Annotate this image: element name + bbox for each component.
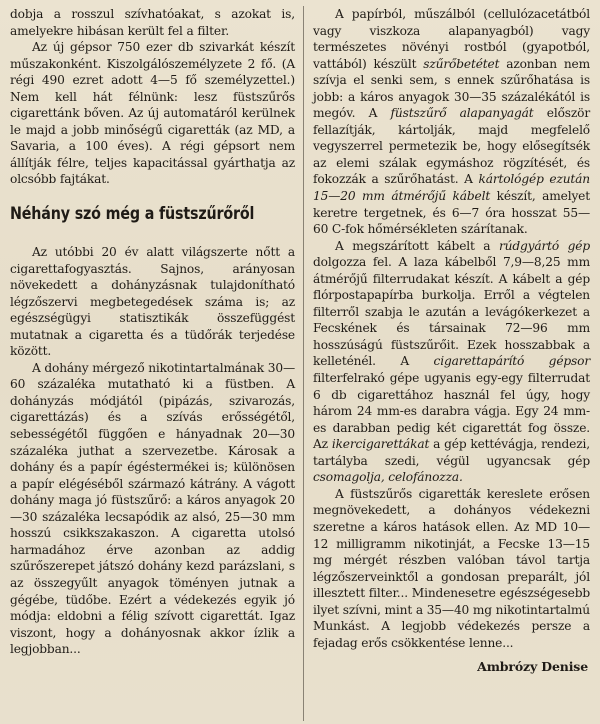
- paragraph-continuation: dobja a rosszul szívhatóakat, s azokat is, amelyekre hibásan került fel a filter.: [10, 7, 295, 38]
- section-heading: Néhány szó még a füstszűrőről: [10, 204, 255, 225]
- author-signature: Ambrózy Denise: [477, 659, 588, 675]
- paragraph-consumption: Az utóbbi 20 év alatt világszerte nőtt a cigarettafogyasztás. Sajnos, arányosan növekedett a dohányzásnak tulajdonítható légzőszervi megbetegedések száma is; az egészségügyi statisztikák összefüggést mutatnak a cigaretta és a tüdőrák terjedése között.: [10, 245, 295, 359]
- column-divider: [303, 6, 304, 721]
- right-column: [313, 6, 590, 676]
- paragraph-nicotine: A dohány mérgező nikotintartalmának 30—60 százaléka mutatható ki a füstben. A dohányzás módjától (pipázás, szivarozás, cigarettázás) és a szívás erősségétől, sebességétől függően e hányadnak 20—30 százaléka juthat a szervezetbe. Károsak a dohány és a papír égéstermékei is; különösen a papír elégéséből származó kátrány. A vágott dohány maga jó füstszűrő: a káros anyagok 20—30 százaléka lecsapódik az alsó, 25—30 mm hosszú csikkszakaszon. A cigaretta utolsó harmadához érve azonban az addig szűrőszerepet játszó dohány kezd parázslani, s az összegyűlt anyagok töményen jutnak a gégébe, tüdőbe. Ezért a védekezés egyik jó módja: eldobni a félig szívott cigarettát. Igaz viszont, hogy a dohányosnak akkor ízlik a legjobban...: [10, 360, 295, 657]
- left-column: [10, 6, 295, 658]
- paragraph-rod-machine: A megszárított kábelt a rúdgyártó gép dolgozza fel. A laza kábelből 7,9—8,25 mm átmérőjű filterrudakat készít. A kábelt a gép flórpostapapírba burkolja. Erről a végtelen filterről szabja le azután a levágókerkezet a Fecskének és társainak 72—96 mm hosszúságú füstszűrőit. Ezek hosszabbak a kelleténél. A cigarettapárító gépsor filterfelrakó gépe ugyanis egy-egy filterrudat 6 db cigarettához használ fel úgy, hogy három 24 mm-es darabra vágja. Egy 24 mm-es darabban pedig két cigarettát fog össze. Az ikercigarettákat a gép kettévágja, rendezi, tartályba szedi, végül ugyancsak gép csomagolja, celofánozza.: [313, 238, 590, 485]
- paragraph-demand: A füstszűrős cigaretták kereslete erősen megnövekedett, a dohányos védekezni szeretne a káros hatások ellen. Az MD 10—12 milligramm nikotinját, a Fecske 13—15 mg mérgét részben valóban távol tartja légzőszerveinktől a gondosan preparált, jól illesztett filter... Mindenesetre egészségesebb ilyet szívni, mint a 35—40 mg nikotintartalmú Munkást. A legjobb védekezés persze a fejadag erős csökkentése lenne...: [313, 486, 590, 650]
- paragraph-machine-line: Az új gépsor 750 ezer db szivarkát készít műszakonként. Kiszolgálószemélyzete 2 fő. (A régi 490 ezret adott 4—5 fő személyzettel.) Nem kell hát félnünk: lesz füstszűrős cigarettánk bőven. Az új automatáról kerülnek le majd a jobb minőségű cigaretták (az MD, a Savaria, a 100 éves). A régi gépsort nem állítják félre, teljes kapacitással gyárthatja az olcsóbb fajtákat.: [10, 40, 295, 187]
- paragraph-filter-material: A papírból, műszálból (cellulózacetátból vagy viszkoza alapanyagból) vagy természetes növényi rostból (gyapotból, vattából) készült szűrőbetétet azonban nem szívja el senki sem, s ennek szűrőhatása is jobb: a káros anyagok 30—35 százalékától is megóv. A füstszűrő alapanyagát először fellazítják, kártolják, majd megfelelő vegyszerrel permetezik be, hogy elősegítsék az elemi szálak egymáshoz rögzítését, és fokozzák a szűrőhatást. A kártológép ezután 15—20 mm átmérőjű kábelt készít, amelyet keretre tergetnek, és 6—7 óra hosszat 55—60 C-fok hőmérsékleten szárítanak.: [313, 7, 590, 237]
